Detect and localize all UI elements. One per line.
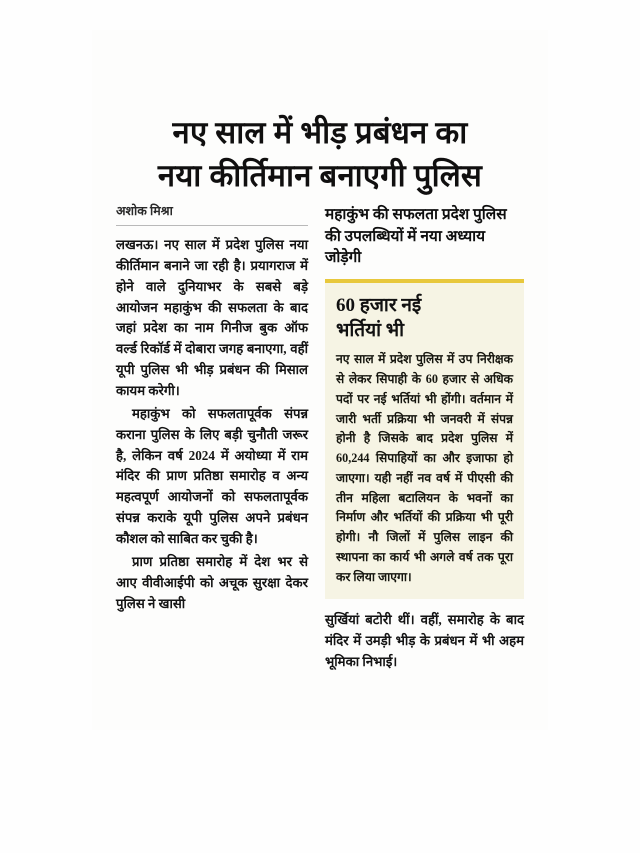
headline-line-1: नए साल में भीड़ प्रबंधन का (172, 115, 468, 150)
highlight-box-body: नए साल में प्रदेश पुलिस में उप निरीक्षक से लेकर सिपाही के 60 हजार से अधिक पदों पर नई भर्तियां भी होंगी। वर्तमान में जारी भर्ती प्रक्रिया भी जनवरी में संपन्न होनी है जिसके बाद प्रदेश पुलिस में 60,244 सिपाहियों का और इजाफा हो जाएगा। यही नहीं नव वर्ष में पीएसी की तीन महिला बटालियन के भवनों का निर्माण और भर्तियों की प्रक्रिया भी पूरी होगी। नौ जिलों में पुलिस लाइन की स्थापना का कार्य भी अगले वर्ष तक पूरा कर लिया जाएगा। (336, 352, 513, 584)
right-column (325, 204, 524, 673)
subheading: महाकुंभ की सफलता प्रदेश पुलिस की उपलब्धियों में नया अध्याय जोड़ेगी (325, 206, 507, 267)
left-column-body (116, 235, 308, 614)
headline-line-2: नया कीर्तिमान बनाएगी पुलिस (157, 157, 483, 193)
right-column-continuation: सुर्खियां बटोरी थीं। वहीं, समारोह के बाद मंदिर में उमड़ी भीड़ के प्रबंधन में भी अहम भूमिका निभाई। (325, 612, 524, 670)
article-columns (116, 204, 524, 724)
left-column (116, 204, 308, 614)
paragraph-lead: लखनऊ। नए साल में प्रदेश पुलिस नया कीर्तिमान बनाने जा रही है। प्रयागराज में होने वाले दुनियाभर के सबसे बड़े आयोजन महाकुंभ की सफलता के बाद जहां प्रदेश का नाम गिनीज बुक ऑफ वर्ल्ड रिकॉर्ड में दोबारा जगह बनाएगा, वहीं यूपी पुलिस भी भीड़ प्रबंधन की मिसाल कायम करेगी। (116, 237, 308, 399)
byline: अशोक मिश्रा (116, 204, 173, 218)
byline-divider (116, 225, 308, 226)
highlight-box-title (336, 293, 513, 344)
paragraph-two: महाकुंभ को सफलतापूर्वक संपन्न कराना पुलिस के लिए बड़ी चुनौती जरूर है, लेकिन वर्ष 2024 में अयोध्या में राम मंदिर की प्राण प्रतिष्ठा समारोह व अन्य महत्वपूर्ण आयोजनों को सफलतापूर्वक संपन्न कराके यूपी पुलिस अपने प्रबंधन कौशल को साबित कर चुकी है। (116, 405, 308, 547)
highlight-box (325, 279, 524, 600)
highlight-box-title-line-1: 60 हजार नई (336, 294, 422, 316)
paragraph-three: प्राण प्रतिष्ठा समारोह में देश भर से आए वीवीआईपी को अचूक सुरक्षा देकर पुलिस ने खासी (116, 553, 308, 611)
highlight-box-title-line-2: भर्तियां भी (336, 319, 405, 341)
page-title (96, 112, 544, 198)
